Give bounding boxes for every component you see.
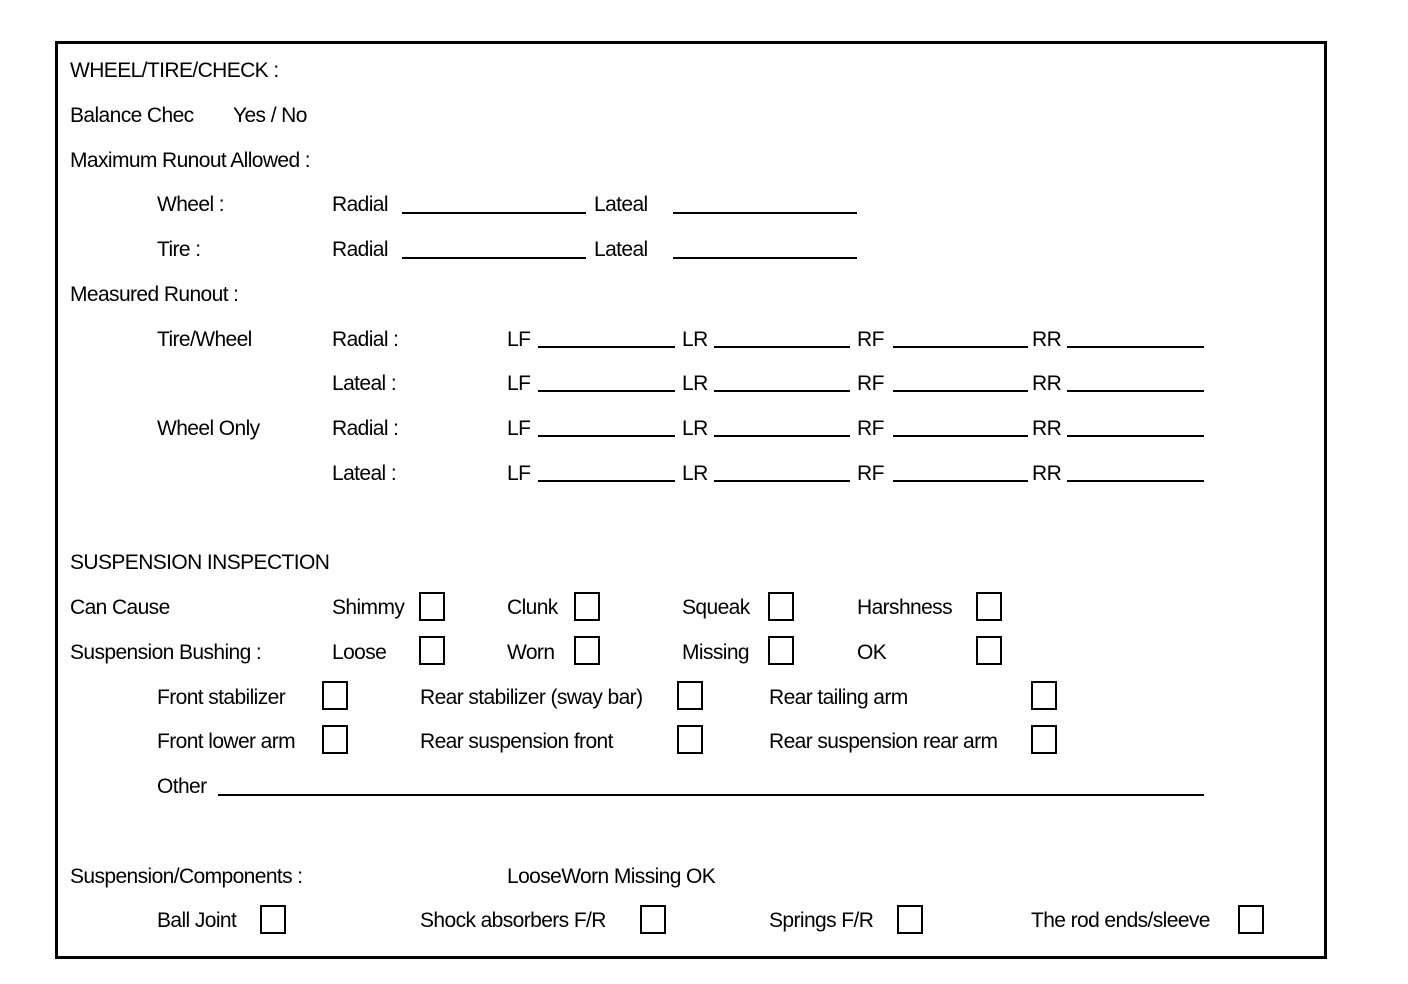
rod-ends-checkbox[interactable] [1238, 905, 1264, 934]
front-stabilizer-label: Front stabilizer [157, 686, 286, 709]
ball-joint-checkbox[interactable] [260, 905, 286, 934]
clunk-checkbox[interactable] [574, 592, 600, 621]
rf-field[interactable] [893, 390, 1028, 392]
wheel-tire-heading: WHEEL/TIRE/CHECK : [70, 59, 279, 82]
rr-label: RR [1032, 328, 1062, 351]
tire-radial-field[interactable] [402, 257, 586, 259]
tire-wheel-label: Tire/Wheel [157, 328, 252, 351]
wheel-lateral-label: Lateal [594, 193, 648, 216]
rear-suspension-rear-arm-label: Rear suspension rear arm [769, 730, 998, 753]
lr-field[interactable] [714, 346, 850, 348]
other-label: Other [157, 775, 207, 798]
rr-field[interactable] [1067, 390, 1204, 392]
lr-field[interactable] [714, 480, 850, 482]
lr-label: LR [682, 417, 708, 440]
balance-check-label: Balance Chec [70, 104, 194, 127]
springs-checkbox[interactable] [897, 905, 923, 934]
loose-checkbox[interactable] [419, 636, 445, 665]
rf-label: RF [857, 417, 884, 440]
lf-label: LF [507, 372, 531, 395]
lf-label: LF [507, 328, 531, 351]
balance-options[interactable]: Yes / No [233, 104, 307, 127]
row-lateral-label: Lateal : [332, 372, 397, 395]
tire-lateral-field[interactable] [673, 257, 857, 259]
front-lower-arm-checkbox[interactable] [322, 725, 348, 754]
harshness-label: Harshness [857, 596, 952, 619]
row-lateral-label: Lateal : [332, 462, 397, 485]
wheel-label: Wheel : [157, 193, 224, 216]
squeak-label: Squeak [682, 596, 750, 619]
max-runout-label: Maximum Runout Allowed : [70, 149, 311, 172]
suspension-heading: SUSPENSION INSPECTION [70, 551, 330, 574]
missing-checkbox[interactable] [768, 636, 794, 665]
rear-suspension-front-checkbox[interactable] [677, 725, 703, 754]
lf-label: LF [507, 462, 531, 485]
wheel-lateral-field[interactable] [673, 212, 857, 214]
can-cause-label: Can Cause [70, 596, 170, 619]
rf-label: RF [857, 462, 884, 485]
rf-label: RF [857, 372, 884, 395]
loose-label: Loose [332, 641, 387, 664]
harshness-checkbox[interactable] [976, 592, 1002, 621]
rr-label: RR [1032, 462, 1062, 485]
rr-label: RR [1032, 417, 1062, 440]
rr-field[interactable] [1067, 480, 1204, 482]
shimmy-checkbox[interactable] [419, 592, 445, 621]
rear-stabilizer-label: Rear stabilizer (sway bar) [420, 686, 643, 709]
rear-suspension-rear-arm-checkbox[interactable] [1031, 725, 1057, 754]
front-lower-arm-label: Front lower arm [157, 730, 296, 753]
lr-label: LR [682, 462, 708, 485]
shock-absorbers-label: Shock absorbers F/R [420, 909, 606, 932]
lr-label: LR [682, 328, 708, 351]
rod-ends-label: The rod ends/sleeve [1031, 909, 1210, 932]
bushing-label: Suspension Bushing : [70, 641, 262, 664]
lr-field[interactable] [714, 390, 850, 392]
wheel-only-label: Wheel Only [157, 417, 260, 440]
lf-label: LF [507, 417, 531, 440]
shimmy-label: Shimmy [332, 596, 405, 619]
lf-field[interactable] [538, 435, 675, 437]
tire-label: Tire : [157, 238, 201, 261]
rear-trailing-arm-label: Rear tailing arm [769, 686, 908, 709]
other-field[interactable] [218, 794, 1204, 796]
row-radial-label: Radial : [332, 417, 399, 440]
rf-field[interactable] [893, 346, 1028, 348]
rf-field[interactable] [893, 435, 1028, 437]
lr-label: LR [682, 372, 708, 395]
tire-radial-label: Radial [332, 238, 388, 261]
squeak-checkbox[interactable] [768, 592, 794, 621]
row-radial-label: Radial : [332, 328, 399, 351]
worn-label: Worn [507, 641, 555, 664]
ball-joint-label: Ball Joint [157, 909, 237, 932]
lf-field[interactable] [538, 346, 675, 348]
front-stabilizer-checkbox[interactable] [322, 681, 348, 710]
measured-runout-label: Measured Runout : [70, 283, 239, 306]
lr-field[interactable] [714, 435, 850, 437]
rr-field[interactable] [1067, 435, 1204, 437]
ok-checkbox[interactable] [976, 636, 1002, 665]
rf-field[interactable] [893, 480, 1028, 482]
rr-field[interactable] [1067, 346, 1204, 348]
lf-field[interactable] [538, 390, 675, 392]
worn-checkbox[interactable] [574, 636, 600, 665]
tire-lateral-label: Lateal [594, 238, 648, 261]
rf-label: RF [857, 328, 884, 351]
components-status-header: LooseWorn Missing OK [507, 865, 716, 888]
rr-label: RR [1032, 372, 1062, 395]
wheel-radial-label: Radial [332, 193, 388, 216]
wheel-radial-field[interactable] [402, 212, 586, 214]
ok-label: OK [857, 641, 887, 664]
springs-label: Springs F/R [769, 909, 874, 932]
rear-stabilizer-checkbox[interactable] [677, 681, 703, 710]
clunk-label: Clunk [507, 596, 558, 619]
form-border [55, 41, 1327, 959]
lf-field[interactable] [538, 480, 675, 482]
rear-suspension-front-label: Rear suspension front [420, 730, 613, 753]
shock-absorbers-checkbox[interactable] [640, 905, 666, 934]
rear-trailing-arm-checkbox[interactable] [1031, 681, 1057, 710]
missing-label: Missing [682, 641, 749, 664]
components-heading: Suspension/Components : [70, 865, 303, 888]
